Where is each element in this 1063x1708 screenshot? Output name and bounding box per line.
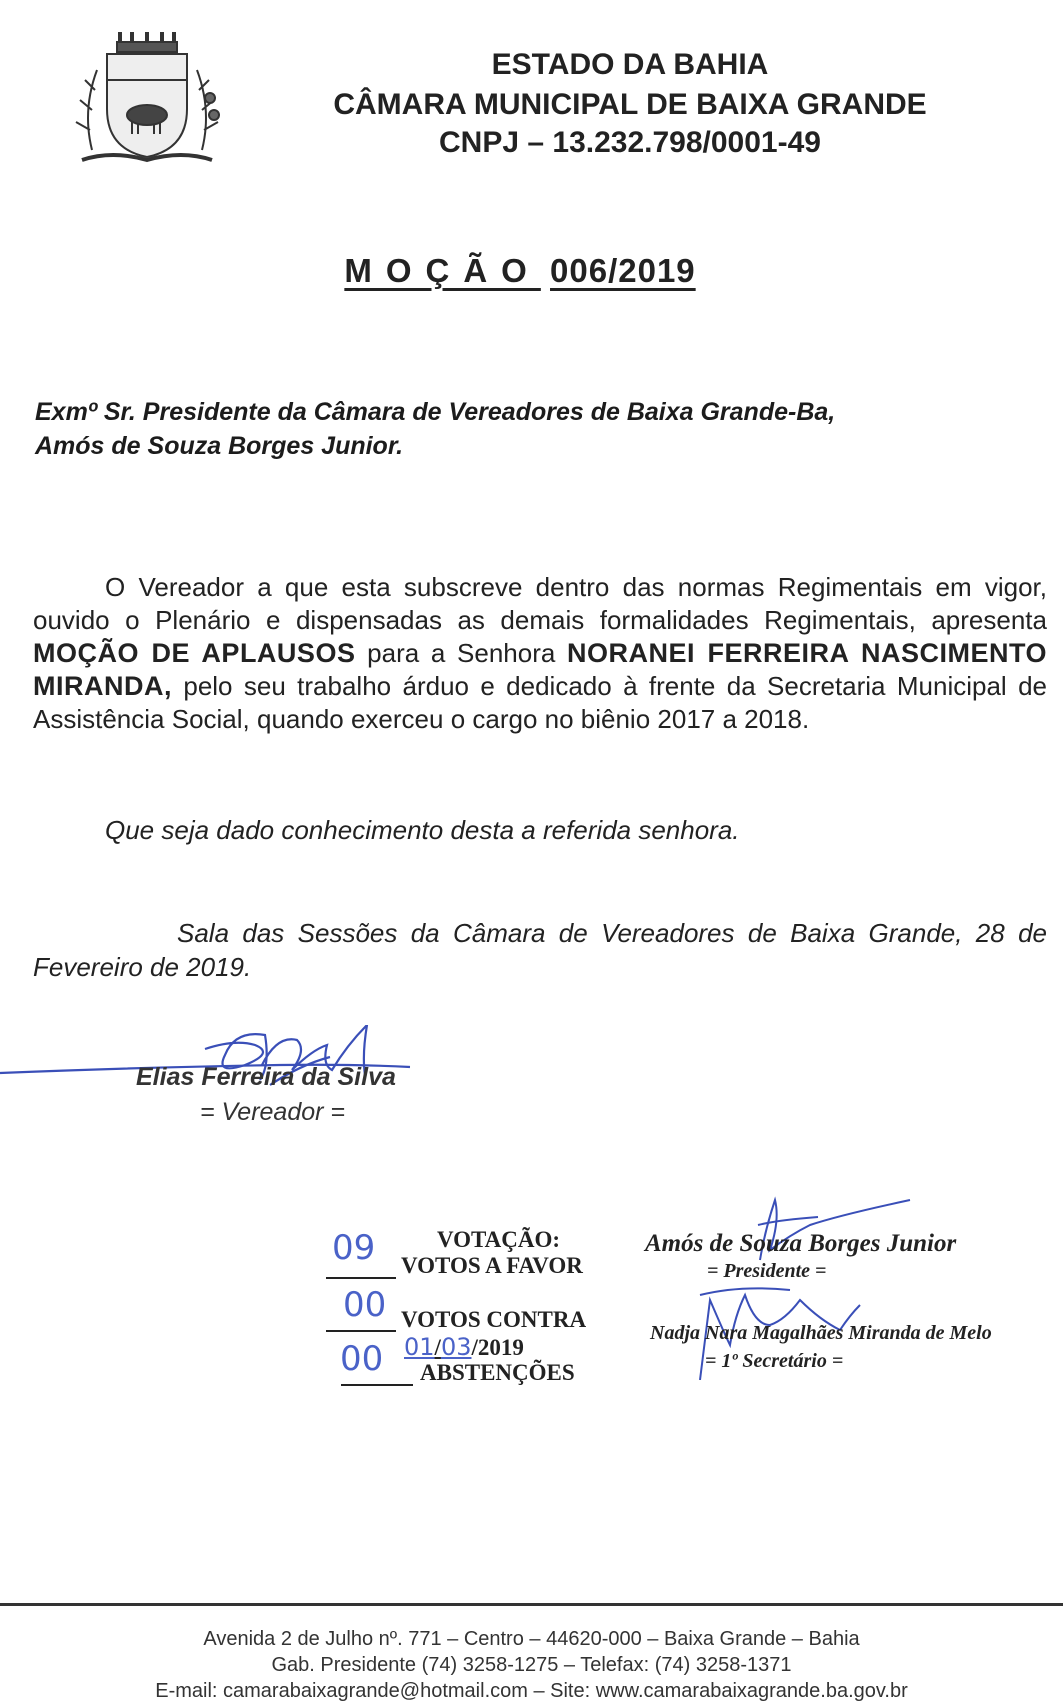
paragraph-text-b: para a Senhora <box>355 638 568 668</box>
header-cnpj: CNPJ – 13.232.798/0001-49 <box>439 126 821 159</box>
footer-address: Avenida 2 de Julho nº. 771 – Centro – 44620-000 – Baixa Grande – Bahia <box>203 1628 860 1650</box>
document-title <box>0 252 1040 290</box>
addressee-line-2: Amós de Souza Borges Junior. <box>35 432 404 460</box>
secretary-name: Nadja Nara Magalhães Miranda de Melo <box>650 1322 992 1344</box>
date-year: /2019 <box>471 1335 524 1360</box>
paragraph-text-c: pelo seu trabalho árduo e dedicado à frente da Secretaria Municipal de Assistência Social, quando exerceu o cargo no biênio 2017 a 2018. <box>33 671 1047 734</box>
motion-type: MOÇÃO DE APLAUSOS <box>33 638 356 668</box>
voting-date: 01/03/2019 <box>404 1333 524 1361</box>
paragraph-text-a: O Vereador a que esta subscreve dentro das normas Regimentais em vigor, ouvido o Plenário e dispensadas as demais formalidades Regimentais, apresenta <box>33 572 1047 635</box>
votes-favor-label: VOTOS A FAVOR <box>401 1253 583 1278</box>
abstentions-value: 00 <box>340 1339 384 1379</box>
title-number: 006/2019 <box>550 252 696 289</box>
session-paragraph <box>33 916 1047 984</box>
votes-contra-label: VOTOS CONTRA <box>401 1307 587 1332</box>
abstentions-label: ABSTENÇÕES <box>420 1360 575 1385</box>
addressee-line-1: Exmº Sr. Presidente da Câmara de Vereadores de Baixa Grande-Ba, <box>35 398 836 426</box>
president-role: = Presidente = <box>707 1260 827 1282</box>
signer-name: Elias Ferreira da Silva <box>136 1063 396 1091</box>
voting-heading: VOTAÇÃO: <box>437 1227 561 1252</box>
header-chamber: CÂMARA MUNICIPAL DE BAIXA GRANDE <box>333 88 927 121</box>
title-word: MOÇÃO <box>344 252 541 289</box>
date-month: 03 <box>440 1333 472 1361</box>
session-text: Sala das Sessões da Câmara de Vereadores de Baixa Grande, 28 de Fevereiro de 2019. <box>33 918 1047 982</box>
president-name: Amós de Souza Borges Junior <box>645 1230 957 1257</box>
votes-favor-value: 09 <box>332 1228 376 1268</box>
votes-contra-value: 00 <box>343 1285 387 1325</box>
notification-paragraph: Que seja dado conhecimento desta a referida senhora. <box>105 815 740 845</box>
secretary-role: = 1º Secretário = <box>705 1350 844 1372</box>
honoree-name: NORANEI FERREIRA NASCIMENTO MIRANDA, <box>33 638 1047 701</box>
signer-role: = Vereador = <box>200 1098 346 1126</box>
header-state: ESTADO DA BAHIA <box>491 48 769 81</box>
main-paragraph <box>33 571 1047 736</box>
abstentions-underline <box>341 1384 413 1386</box>
date-day: 01 <box>404 1333 435 1361</box>
footer-contact: E-mail: camarabaixagrande@hotmail.com – Site: www.camarabaixagrande.ba.gov.br <box>155 1680 908 1702</box>
coat-of-arms-logo <box>62 30 232 180</box>
favor-underline <box>326 1277 396 1279</box>
contra-underline <box>326 1330 396 1332</box>
footer-phones: Gab. Presidente (74) 3258-1275 – Telefax: (74) 3258-1371 <box>271 1654 792 1676</box>
footer-divider <box>0 1603 1063 1606</box>
